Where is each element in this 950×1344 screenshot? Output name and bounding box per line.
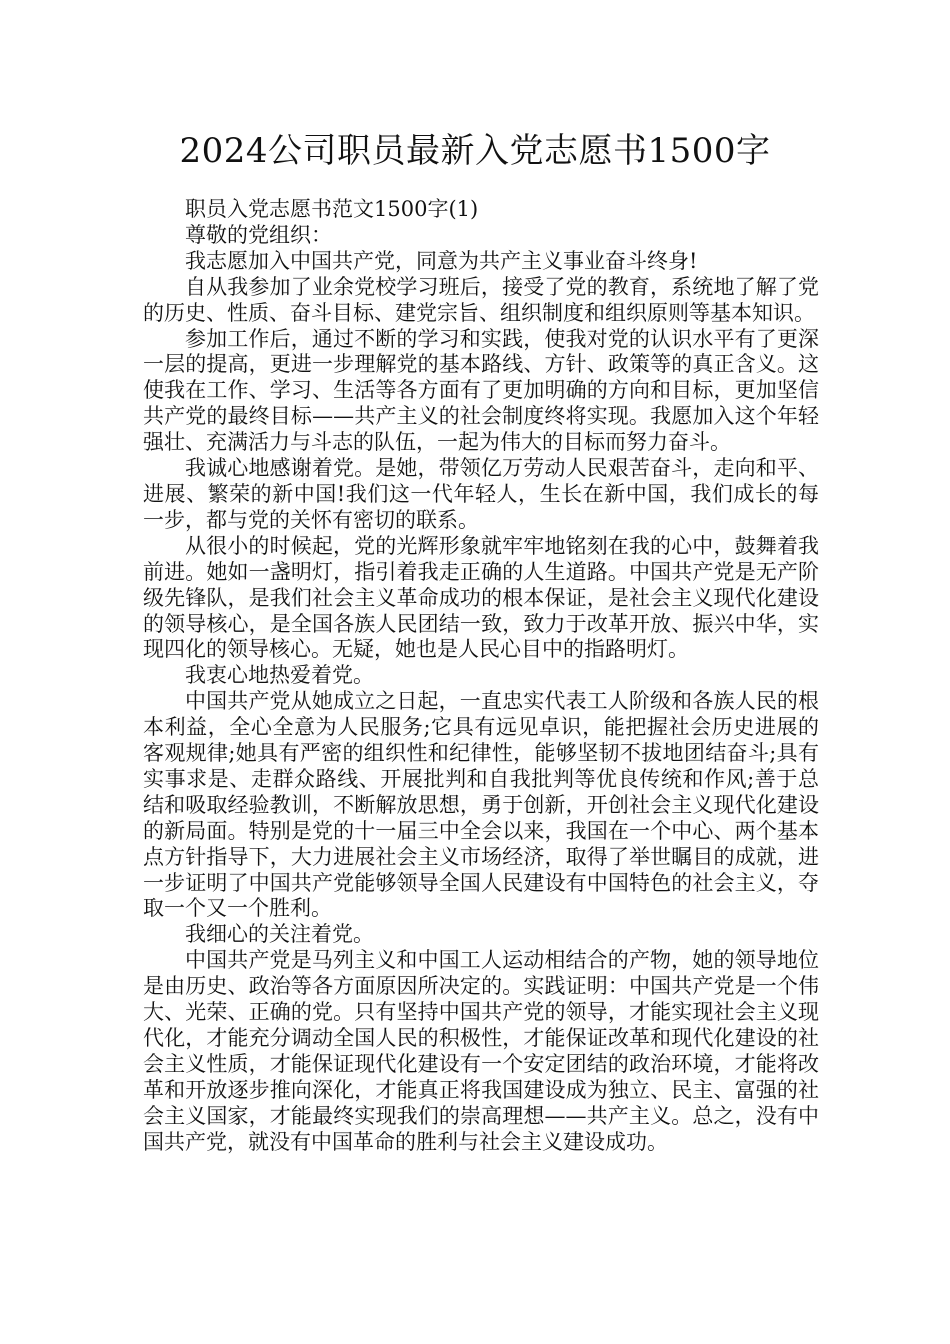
body-paragraph: 我志愿加入中国共产党，同意为共产主义事业奋斗终身! <box>185 248 698 273</box>
body-paragraph: 我细心的关注着党。 <box>185 922 374 947</box>
body-paragraph: 参加工作后，通过不断的学习和实践，使我对党的认识水平有了更深一层的提高，更进一步理解党的基本路线、方针、政策等的真正含义。这使我在工作、学习、生活等各方面有了更加明确的方向和目标，更加坚信共产党的最终目标——共产主义的社会制度终将实现。我愿加入这个年轻强壮、充满活力与斗志的队伍，一起为伟大的目标而努力奋斗。 <box>143 326 819 455</box>
document-title: 2024公司职员最新入党志愿书1500字 <box>179 131 771 171</box>
subtitle-paragraph: 职员入党志愿书范文1500字(1) <box>185 197 479 221</box>
body-paragraph: 自从我参加了业余党校学习班后，接受了党的教育，系统地了解了党的历史、性质、奋斗目标、建党宗旨、组织制度和组织原则等基本知识。 <box>143 274 819 325</box>
document-body <box>143 197 819 1156</box>
salutation-paragraph: 尊敬的党组织： <box>185 222 332 247</box>
body-paragraph: 从很小的时候起，党的光辉形象就牢牢地铭刻在我的心中，鼓舞着我前进。她如一盏明灯，指引着我走正确的人生道路。中国共产党是无产阶级先锋队，是我们社会主义革命成功的根本保证，是社会主义现代化建设的领导核心，是全国各族人民团结一致，致力于改革开放、振兴中华，实现四化的领导核心。无疑，她也是人民心目中的指路明灯。 <box>143 533 819 662</box>
body-paragraph: 我诚心地感谢着党。是她，带领亿万劳动人民艰苦奋斗，走向和平、进展、繁荣的新中国!我们这一代年轻人，生长在新中国，我们成长的每一步，都与党的关怀有密切的联系。 <box>143 456 819 532</box>
body-paragraph: 中国共产党是马列主义和中国工人运动相结合的产物，她的领导地位是由历史、政治等各方面原因所决定的。实践证明：中国共产党是一个伟大、光荣、正确的党。只有坚持中国共产党的领导，才能实现社会主义现代化，才能充分调动全国人民的积极性，才能保证改革和现代化建设的社会主义性质，才能保证现代化建设有一个安定团结的政治环境，才能将改革和开放逐步推向深化，才能真正将我国建设成为独立、民主、富强的社会主义国家，才能最终实现我们的崇高理想——共产主义。总之，没有中国共产党，就没有中国革命的胜利与社会主义建设成功。 <box>143 948 819 1154</box>
body-paragraph: 我衷心地热爱着党。 <box>185 663 374 688</box>
body-paragraph: 中国共产党从她成立之日起，一直忠实代表工人阶级和各族人民的根本利益，全心全意为人民服务;它具有远见卓识，能把握社会历史进展的客观规律;她具有严密的组织性和纪律性，能够坚韧不拔地团结奋斗;具有实事求是、走群众路线、开展批判和自我批判等优良传统和作风;善于总结和吸取经验教训，不断解放思想，勇于创新，开创社会主义现代化建设的新局面。特别是党的十一届三中全会以来，我国在一个中心、两个基本点方针指导下，大力进展社会主义市场经济，取得了举世瞩目的成就，进一步证明了中国共产党能够领导全国人民建设有中国特色的社会主义，夺取一个又一个胜利。 <box>143 689 819 921</box>
